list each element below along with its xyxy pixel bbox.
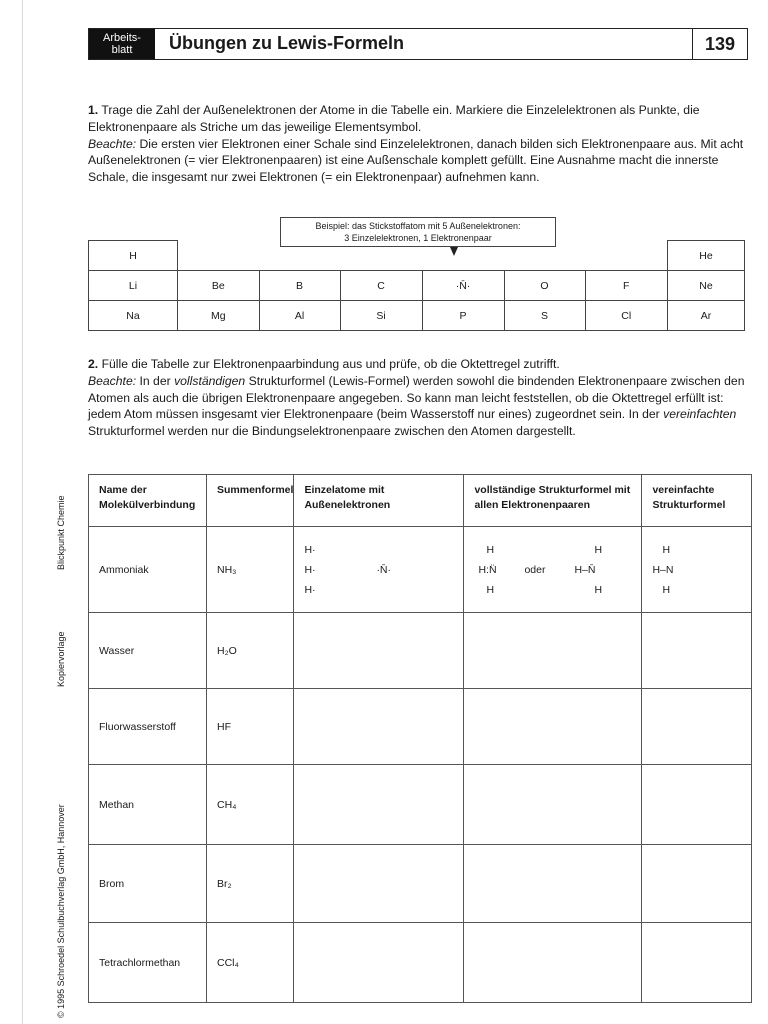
task2-text: Fülle die Tabelle zur Elektronenpaarbindung aus und prüfe, ob die Oktettregel zutrifft. [101, 357, 560, 371]
task2-note-post: Strukturformel werden nur die Bindungselektronenpaare zwischen den Atomen dargestellt. [88, 424, 576, 439]
side-kopiervorlage: Kopiervorlage [56, 631, 66, 687]
answer-cell[interactable] [294, 845, 464, 923]
cell-be: Be [178, 271, 260, 301]
row-name: Fluorwasserstoff [89, 689, 207, 765]
answer-cell[interactable] [642, 923, 752, 1003]
task2-note-pre: In der [139, 373, 171, 388]
answer-cell[interactable] [642, 613, 752, 689]
worksheet-badge [89, 29, 155, 59]
cell-na: Na [89, 301, 178, 331]
task2-paragraph [88, 356, 750, 440]
table-row [89, 689, 752, 765]
task1-note-text: Die ersten vier Elektronen einer Schale sind Einzelelektronen, danach bilden sich Elektronenpaare aus. Mit acht Außenelektronen (= vier Elektronenpaaren) ist eine Außenschale komplett gefüllt. Eine Ausnahme macht die innerste Schale, die insgesamt nur zwei Elektronen (= ein Elektronenpaar) aufnehmen kann. [88, 136, 744, 185]
row-formula: CCl₄ [207, 923, 294, 1003]
cell-si: Si [340, 301, 422, 331]
table-row [89, 765, 752, 845]
cell-ne: Ne [668, 271, 745, 301]
answer-cell[interactable] [294, 923, 464, 1003]
task2-note-em1: vollständigen [174, 373, 246, 388]
answer-cell[interactable] [642, 845, 752, 923]
cell-s: S [504, 301, 585, 331]
callout-line2: 3 Einzelelektronen, 1 Elektronenpaar [344, 233, 492, 243]
cell-al: Al [259, 301, 340, 331]
answer-cell[interactable] [294, 765, 464, 845]
row-formula: CH₄ [207, 765, 294, 845]
periodic-table [88, 240, 745, 331]
task2-number: 2. [88, 357, 99, 371]
page-title: Übungen zu Lewis-Formeln [169, 33, 405, 53]
header-simple-structure: vereinfachte Strukturformel [642, 475, 752, 527]
answer-cell[interactable] [294, 689, 464, 765]
row-name: Methan [89, 765, 207, 845]
task1-number: 1. [88, 103, 99, 117]
row-formula: Br₂ [207, 845, 294, 923]
header-formula: Summenformel [207, 475, 294, 527]
task1-note-label: Beachte: [88, 136, 137, 151]
row-name: Ammoniak [89, 527, 207, 613]
cell-ar: Ar [668, 301, 745, 331]
task2-note-label: Beachte: [88, 373, 137, 388]
answer-cell[interactable] [464, 845, 642, 923]
table-row [89, 613, 752, 689]
table-row [89, 923, 752, 1003]
worksheet-header [88, 28, 748, 60]
row-name: Wasser [89, 613, 207, 689]
page-margin-line [22, 0, 23, 1024]
cell-f: F [585, 271, 668, 301]
cell-h: H [89, 241, 178, 271]
answer-cell[interactable] [464, 689, 642, 765]
task2-note-em2: vereinfachten [663, 407, 737, 422]
cell-he: He [668, 241, 745, 271]
header-full-structure: vollständige Strukturformel mit allen Elektronenpaaren [464, 475, 642, 527]
answer-cell[interactable] [294, 613, 464, 689]
cell-mg: Mg [178, 301, 260, 331]
example-simple-structure: H H–N H [642, 527, 752, 613]
example-atoms: H· H· H· ·N̄· [294, 527, 464, 613]
row-name: Brom [89, 845, 207, 923]
badge-line1: Arbeits- [103, 32, 141, 44]
header-name: Name der Molekülverbindung [89, 475, 207, 527]
cell-c: C [340, 271, 422, 301]
row-formula: NH₃ [207, 527, 294, 613]
cell-p: P [422, 301, 504, 331]
answer-cell[interactable] [464, 613, 642, 689]
answer-cell[interactable] [642, 689, 752, 765]
task1-text: Trage die Zahl der Außenelektronen der Atome in die Tabelle ein. Markiere die Einzelelektronen als Punkte, die Elektronenpaare als Striche um das jeweilige Elementsymbol. [88, 103, 700, 134]
badge-line2: blatt [111, 44, 133, 56]
molecule-table [88, 474, 752, 1003]
table-row [89, 527, 752, 613]
cell-b: B [259, 271, 340, 301]
task2-note-mid: Strukturformel (Lewis-Formel) werden sowohl die bindenden Elektronenpaare zwischen den Atomen als auch die übrigen Elektronenpaare angegeben. So kann man leicht feststellen, ob die Oktettregel erfüllt ist: jedem Atom müssen insgesamt vier Elektronenpaare (beim Wasserstoff nur eines) zugeordnet sein. In der [88, 373, 745, 422]
answer-cell[interactable] [642, 765, 752, 845]
table-row [89, 845, 752, 923]
side-blickpunkt: Blickpunkt Chemie [56, 495, 66, 570]
cell-cl: Cl [585, 301, 668, 331]
cell-o: O [504, 271, 585, 301]
row-formula: H₂O [207, 613, 294, 689]
example-full-structure: H H:N̈ H oder H H–N̄ H [464, 527, 642, 613]
side-copyright: © 1995 Schroedel Schulbuchverlag GmbH, Hannover [56, 804, 66, 1018]
task1-paragraph [88, 102, 750, 186]
answer-cell[interactable] [464, 923, 642, 1003]
answer-cell[interactable] [464, 765, 642, 845]
callout-line1: Beispiel: das Stickstoffatom mit 5 Außenelektronen: [315, 221, 521, 231]
row-formula: HF [207, 689, 294, 765]
cell-li: Li [89, 271, 178, 301]
row-name: Tetrachlormethan [89, 923, 207, 1003]
page-number: 139 [692, 29, 747, 59]
header-atoms: Einzelatome mit Außenelektronen [294, 475, 464, 527]
cell-n: ·N̄· [422, 271, 504, 301]
